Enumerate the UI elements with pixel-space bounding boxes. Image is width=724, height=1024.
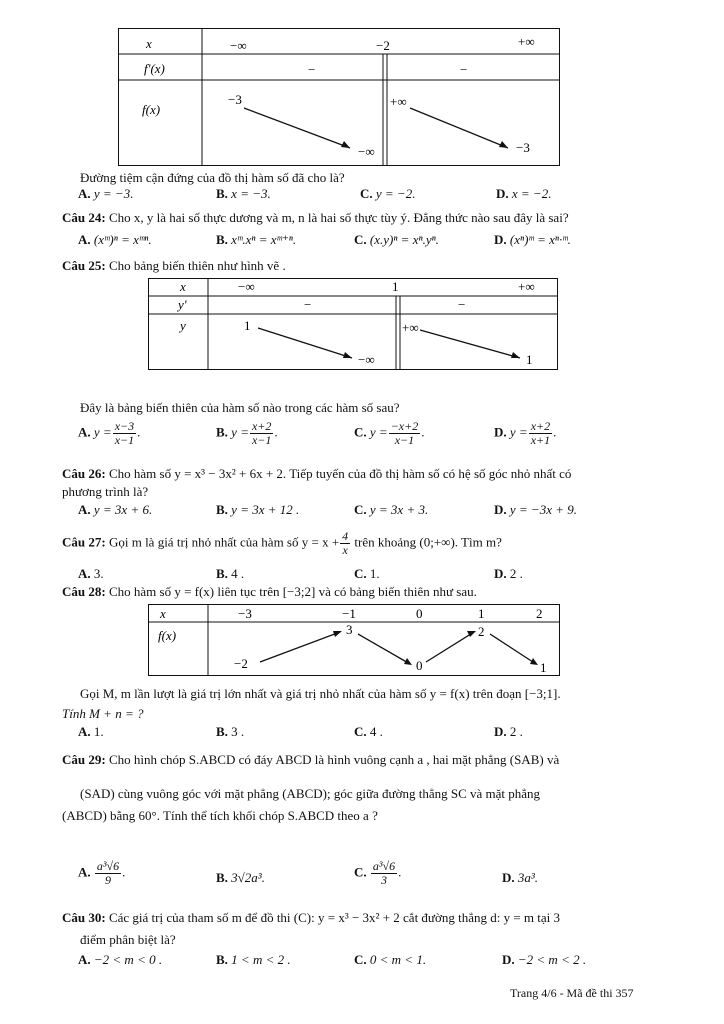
t3-f-val: 0	[416, 658, 423, 673]
t3-x-val: 0	[416, 606, 423, 621]
t1-x-val: +∞	[518, 34, 535, 49]
q25-d-den: x+1	[530, 433, 551, 447]
t2-x-val: −∞	[238, 279, 255, 294]
t2-yp-label: y'	[178, 297, 187, 312]
t1-x-label: x	[146, 36, 152, 51]
q26-c: y = 3x + 3.	[369, 502, 429, 517]
t2-arrowhead	[511, 352, 520, 358]
t1-f-val: −3	[516, 140, 530, 155]
q25-question: Đây là bảng biến thiên của hàm số nào trong các hàm số sau?	[80, 400, 400, 415]
page-footer: Trang 4/6 - Mã đề thi 357	[510, 986, 634, 1000]
q25-b-den: x−1	[251, 433, 272, 447]
q29-options: A. $\frac{\text{a³√6}}{9}$ . B. 3√2a³. C. $\frac{\text{a³√6}}{3}$ . D. 3a³.	[78, 859, 539, 887]
t3-f-val: 3	[346, 622, 353, 637]
q26-d: y = −3x + 9.	[509, 502, 577, 517]
t2-x-val: 1	[392, 279, 399, 294]
q23-c: y = −2.	[375, 186, 416, 201]
q30-a: −2 < m < 0 .	[93, 952, 163, 967]
q23-d: x = −2.	[511, 186, 552, 201]
t2-y-label: y	[180, 318, 186, 333]
q29-line2: (SAD) cùng vuông góc với mặt phẳng (ABCD); góc giữa đường thẳng SC và mặt phẳng	[80, 786, 541, 801]
t1-x-val: −2	[376, 38, 390, 53]
q28-c: 4 .	[369, 724, 383, 739]
t3-arrowhead	[333, 631, 342, 637]
q30-stem: Câu 30: Các giá trị của tham số m để đồ thi (C): y = x³ − 3x² + 2 cắt đường thẳng d: y = m tại 3	[62, 910, 561, 925]
t2-x-val: +∞	[518, 279, 535, 294]
q25-c-num: −x+2	[390, 419, 419, 433]
q28-q2: Tính M + n = ?	[62, 706, 144, 721]
q29-a-num: a³√6	[96, 859, 120, 873]
variation-table-3	[148, 604, 560, 676]
t3-f-label: f(x)	[158, 628, 177, 643]
t2-y-val: 1	[244, 318, 251, 333]
q29-c-den: 3	[380, 873, 387, 887]
t1-arrow-down	[410, 108, 508, 148]
t2-x-label: x	[180, 279, 186, 294]
q28-d: 2 .	[509, 724, 523, 739]
t1-fp-label: f′(x)	[144, 61, 165, 76]
t1-arrowhead	[499, 141, 508, 148]
q24-c: (x.y)ⁿ = xⁿ.yⁿ.	[369, 232, 439, 247]
q27-d: 2 .	[509, 566, 523, 581]
t3-arrow-up	[426, 632, 474, 662]
q25-options: A. y = $\frac{x-3}{x-1}$ . B. y = $\frac{x+2}{x-1}$ . C. y = $\frac{-x+2}{x-1}$ . D. y = $\frac{x+2}{x+1}$ .	[78, 419, 557, 447]
q24-stem: Câu 24: Cho x, y là hai số thực dương và m, n là hai số thực tùy ý. Đẳng thức nào sau đây là sai?	[62, 210, 569, 225]
q24-b: xᵐ.xⁿ = xᵐ⁺ⁿ.	[231, 232, 297, 247]
q28-a: 1.	[93, 724, 104, 739]
q25-c-den: x−1	[394, 433, 415, 447]
t3-x-label: x	[160, 606, 166, 621]
t3-f-val: 1	[540, 660, 547, 675]
q27-c: 1.	[369, 566, 380, 581]
t2-arrowhead	[343, 352, 352, 358]
q28-b: 3 .	[231, 724, 245, 739]
q28-stem: Câu 28: Cho hàm số y = f(x) liên tục trên [−3;2] và có bảng biến thiên như sau.	[62, 584, 477, 599]
q30-stem2: điểm phân biệt là?	[80, 932, 176, 947]
q29-c-num: a³√6	[372, 859, 396, 873]
q23-stem: Đường tiệm cận đứng của đồ thị hàm số đã cho là?	[80, 170, 345, 185]
q26-b: y = 3x + 12 .	[231, 502, 300, 517]
q27-stem: Câu 27: Gọi m là giá trị nhỏ nhất của hàm số y = x + $\frac{4}{x}$ trên khoảng (0;+∞). Tìm m?	[62, 529, 502, 557]
t2-yp-val: −	[304, 297, 312, 312]
t1-f-val: −3	[228, 92, 242, 107]
q25-stem: Câu 25: Cho bảng biến thiên như hình vẽ .	[62, 258, 286, 273]
t1-fp-val: −	[308, 62, 316, 77]
q29-a-den: 9	[104, 873, 111, 887]
t3-x-val: −1	[342, 606, 356, 621]
q25-d-num: x+2	[530, 419, 551, 433]
t3-f-val: 2	[478, 624, 485, 639]
q26-stem2: phương trình là?	[62, 484, 149, 499]
q29-line3: (ABCD) bằng 60°. Tính thể tích khối chóp S.ABCD theo a ?	[62, 808, 378, 823]
q27-a: 3.	[93, 566, 104, 581]
q30-d: −2 < m < 2 .	[517, 952, 587, 967]
t3-x-val: −3	[238, 606, 252, 621]
t1-f-val: −∞	[358, 144, 375, 159]
t3-x-val: 2	[536, 606, 543, 621]
variation-table-2	[148, 278, 558, 370]
t1-arrow-down	[244, 108, 350, 148]
q23-a: y = −3.	[93, 186, 134, 201]
q30-b: 1 < m < 2 .	[231, 952, 291, 967]
q26-stem: Câu 26: Cho hàm số y = x³ − 3x² + 6x + 2. Tiếp tuyến của đồ thị hàm số có hệ số góc nhỏ nhất có	[62, 466, 572, 481]
t2-y-val: 1	[526, 352, 533, 367]
q24-a: (xᵐ)ⁿ = xᵐⁿ.	[93, 232, 152, 247]
q23-b: x = −3.	[231, 186, 271, 201]
t2-y-val: +∞	[402, 320, 419, 335]
t1-arrowhead	[341, 141, 350, 148]
t1-f-label: f(x)	[142, 102, 161, 117]
q29-b: 3√2a³.	[231, 870, 265, 885]
t3-arrow-up	[260, 632, 340, 662]
t3-arrow-down	[358, 634, 410, 664]
q29-line1: Câu 29: Cho hình chóp S.ABCD có đáy ABCD là hình vuông cạnh a , hai mặt phẳng (SAB) và	[62, 752, 560, 767]
t3-f-val: −2	[234, 656, 248, 671]
t2-y-val: −∞	[358, 352, 375, 367]
t2-yp-val: −	[458, 297, 466, 312]
t3-x-val: 1	[478, 606, 485, 621]
q27-b: 4 .	[231, 566, 245, 581]
t1-fp-val: −	[460, 62, 468, 77]
q24-d: (xⁿ)ᵐ = xⁿ·ᵐ.	[509, 232, 571, 247]
q25-b-num: x+2	[251, 419, 272, 433]
q25-a-den: x−1	[114, 433, 135, 447]
t2-arrow-down	[420, 330, 520, 358]
q29-d: 3a³.	[517, 870, 539, 885]
q28-q1: Gọi M, m lần lượt là giá trị lớn nhất và giá trị nhỏ nhất của hàm số y = f(x) trên đoạn [−3;1].	[80, 686, 561, 701]
q30-c: 0 < m < 1.	[369, 952, 427, 967]
q26-a: y = 3x + 6.	[93, 502, 153, 517]
t2-arrow-down	[258, 328, 352, 358]
t3-arrow-down	[490, 634, 536, 664]
t1-f-val: +∞	[390, 94, 407, 109]
t1-x-val: −∞	[230, 38, 247, 53]
variation-table-1	[118, 28, 560, 166]
q25-a-num: x−3	[114, 419, 135, 433]
